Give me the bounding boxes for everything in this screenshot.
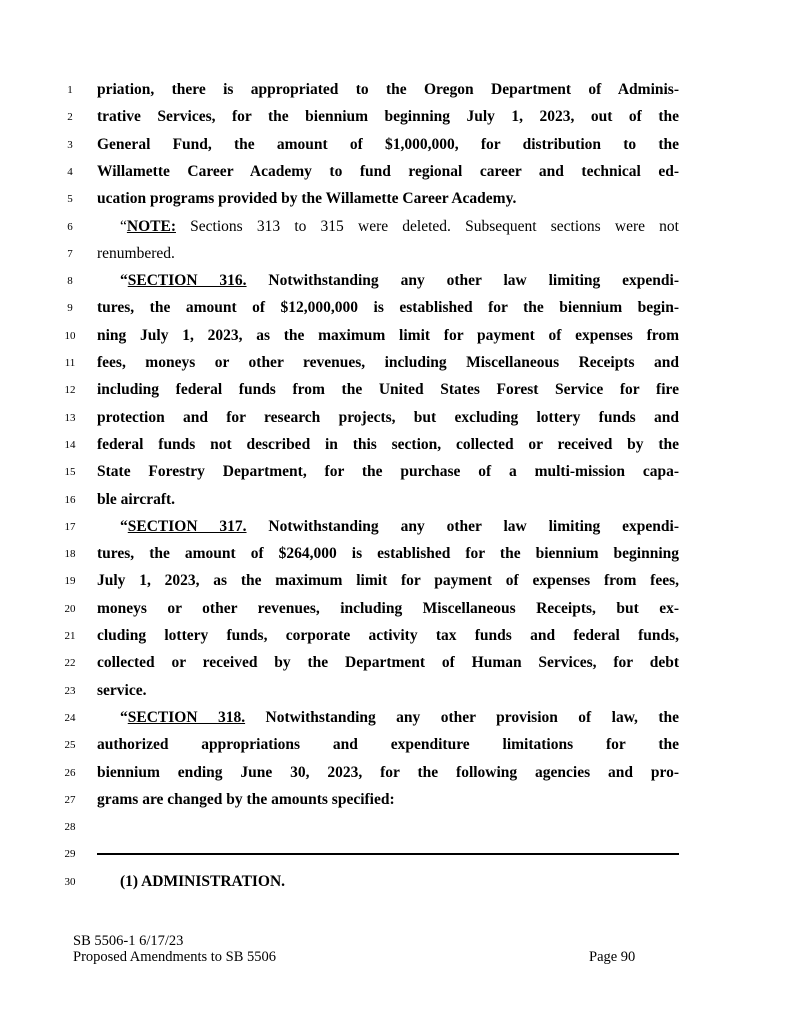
line-number: 27	[64, 793, 76, 806]
document-line	[0, 704, 800, 731]
footer-bill-line: SB 5506-1 6/17/23	[73, 933, 184, 949]
text-segment: authorized appropriations and expenditure limitations for the	[97, 736, 679, 754]
document-line	[0, 76, 800, 103]
text-segment: Notwithstanding any other law limiting expendi-	[246, 517, 680, 535]
document-line	[0, 458, 800, 485]
line-text	[97, 322, 679, 349]
line-text	[97, 404, 679, 431]
document-line	[0, 622, 800, 649]
line-number: 22	[64, 657, 76, 670]
line-number: 24	[64, 711, 76, 724]
text-segment: General Fund, the amount of $1,000,000, for distribution to the	[97, 135, 679, 153]
line-text	[97, 595, 679, 622]
text-segment: priation, there is appropriated to the Oregon Department of Adminis-	[97, 81, 679, 98]
line-number: 29	[64, 848, 76, 861]
line-text	[97, 185, 679, 212]
document-line	[0, 513, 800, 540]
text-segment: protection and for research projects, but excluding lottery funds and	[97, 408, 679, 426]
document-line	[0, 376, 800, 403]
document-line	[0, 868, 800, 895]
document-line	[0, 349, 800, 376]
document-line	[0, 158, 800, 185]
document-line	[0, 759, 800, 786]
line-number: 19	[64, 575, 76, 588]
line-text	[97, 731, 679, 758]
line-number: 23	[64, 684, 76, 697]
text-segment: cluding lottery funds, corporate activity tax funds and federal funds,	[97, 627, 679, 644]
line-number: 25	[64, 739, 76, 752]
document-line	[0, 322, 800, 349]
line-text	[97, 786, 679, 813]
line-number: 17	[64, 520, 76, 533]
line-text	[97, 294, 679, 321]
line-text	[97, 622, 679, 649]
document-line	[0, 840, 800, 867]
text-segment: Sections 313 to 315 were deleted. Subsequent sections were not	[175, 217, 679, 235]
document-line	[0, 103, 800, 130]
text-segment: biennium ending June 30, 2023, for the following agencies and pro-	[97, 763, 679, 781]
line-text	[120, 267, 679, 294]
line-number: 7	[67, 247, 73, 260]
text-segment: (1) ADMINISTRATION.	[120, 872, 286, 890]
line-text	[120, 213, 679, 240]
document-line	[0, 677, 800, 704]
text-segment: ucation programs provided by the Willamette Career Academy.	[97, 190, 517, 208]
section-heading: SECTION 318.	[127, 708, 246, 726]
line-number: 16	[64, 493, 76, 506]
text-segment: Willamette Career Academy to fund regional career and technical ed-	[97, 162, 679, 180]
line-text	[97, 431, 679, 458]
line-text	[97, 376, 679, 403]
line-number: 13	[64, 411, 76, 424]
text-segment: State Forestry Department, for the purchase of a multi-mission capa-	[97, 463, 679, 481]
line-text	[97, 131, 679, 158]
footer-amendments-line: Proposed Amendments to SB 5506	[73, 949, 277, 965]
line-text	[97, 240, 679, 267]
text-segment: “	[120, 217, 127, 235]
line-number: 30	[64, 875, 76, 888]
text-segment: ning July 1, 2023, as the maximum limit for payment of expenses from	[97, 326, 679, 344]
line-number: 11	[64, 357, 76, 369]
document-line	[0, 185, 800, 212]
document-line	[0, 240, 800, 267]
text-segment: “	[120, 517, 128, 535]
text-segment: service.	[97, 681, 147, 699]
line-number: 9	[67, 302, 73, 315]
text-segment: Notwithstanding any other law limiting expendi-	[246, 272, 680, 290]
line-text	[97, 540, 679, 567]
text-segment: grams are changed by the amounts specified:	[97, 790, 395, 808]
line-number: 15	[64, 466, 76, 479]
line-text	[97, 486, 679, 513]
line-text	[97, 567, 679, 594]
line-number: 10	[64, 329, 76, 342]
text-segment: including federal funds from the United States Forest Service for fire	[97, 381, 679, 399]
document-line	[0, 294, 800, 321]
document-line	[0, 567, 800, 594]
line-number: 28	[64, 821, 76, 834]
text-segment: July 1, 2023, as the maximum limit for payment of expenses from fees,	[97, 572, 679, 590]
line-number: 18	[64, 548, 76, 561]
document-line	[0, 486, 800, 513]
line-text	[97, 158, 679, 185]
line-number: 6	[67, 220, 73, 233]
document-line	[0, 649, 800, 676]
document-line	[0, 813, 800, 840]
text-segment: federal funds not described in this section, collected or received by the	[97, 435, 679, 453]
section-heading: SECTION 316.	[127, 272, 247, 290]
text-segment: “	[120, 708, 128, 726]
text-segment: renumbered.	[97, 244, 175, 262]
line-text	[120, 704, 679, 731]
text-segment: “	[120, 272, 128, 290]
document-line	[0, 131, 800, 158]
line-number: 1	[67, 84, 73, 96]
document-line	[0, 731, 800, 758]
line-number: 5	[67, 193, 73, 206]
line-number: 2	[67, 111, 73, 124]
line-text	[97, 458, 679, 485]
text-segment: moneys or other revenues, including Miscellaneous Receipts, but ex-	[97, 599, 679, 617]
document-line	[0, 540, 800, 567]
line-text	[120, 868, 679, 895]
line-text	[97, 649, 679, 676]
document-line	[0, 404, 800, 431]
line-text	[97, 349, 679, 376]
line-number: 8	[67, 275, 73, 288]
text-segment: collected or received by the Department of Human Services, for debt	[97, 654, 679, 672]
section-heading: NOTE:	[126, 217, 176, 235]
horizontal-rule	[97, 853, 679, 855]
line-number: 20	[64, 602, 76, 615]
line-number: 3	[67, 138, 73, 151]
section-heading: SECTION 317.	[127, 517, 247, 535]
line-text	[97, 759, 679, 786]
text-segment: trative Services, for the biennium beginning July 1, 2023, out of the	[97, 108, 679, 126]
line-number: 12	[64, 384, 76, 397]
document-line	[0, 595, 800, 622]
document-line	[0, 213, 800, 240]
line-number: 14	[64, 438, 76, 451]
line-text	[97, 677, 679, 704]
footer-bill-info	[73, 933, 276, 965]
line-number: 4	[67, 165, 73, 178]
text-segment: tures, the amount of $264,000 is established for the biennium beginning	[97, 545, 679, 563]
document-line	[0, 267, 800, 294]
text-segment: Notwithstanding any other provision of law, the	[245, 708, 679, 726]
footer-page-number: Page 90	[589, 949, 636, 965]
document-line	[0, 786, 800, 813]
text-segment: fees, moneys or other revenues, including Miscellaneous Receipts and	[97, 354, 679, 371]
text-segment: tures, the amount of $12,000,000 is established for the biennium begin-	[97, 299, 679, 317]
document-line	[0, 431, 800, 458]
line-text	[97, 103, 679, 130]
line-text	[120, 513, 679, 540]
line-number: 26	[64, 766, 76, 779]
text-segment: ble aircraft.	[97, 490, 176, 508]
line-number: 21	[64, 630, 76, 642]
line-text	[97, 76, 679, 103]
